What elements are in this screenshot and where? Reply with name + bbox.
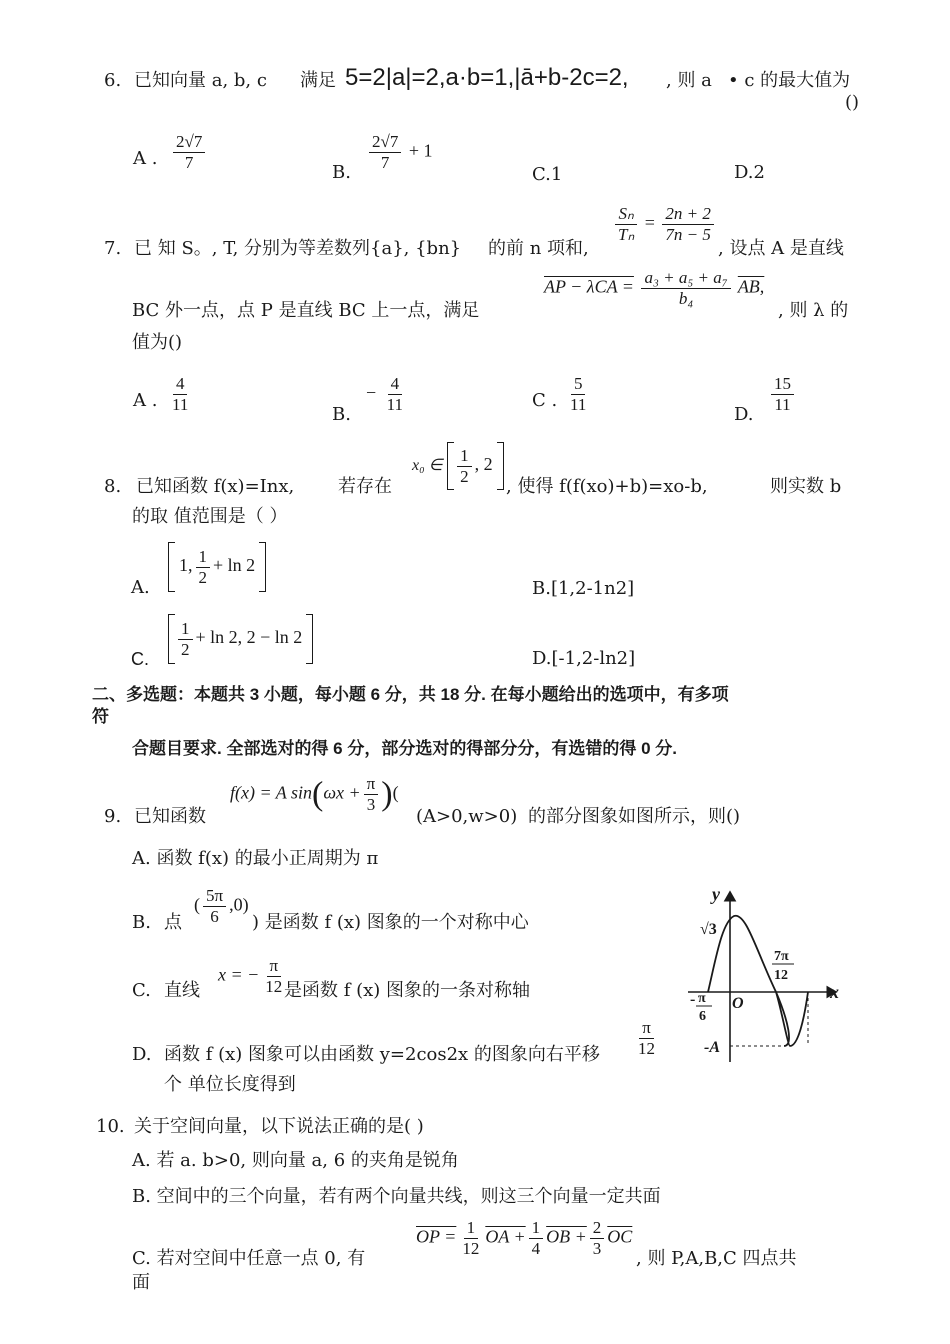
q6-text-3: , 则 a xyxy=(666,70,712,91)
q8-option-c-math xyxy=(168,614,313,664)
q9-option-d-text: 函数 f (x) 图象可以由函数 y=2cos2x 的图象向右平移 xyxy=(164,1044,600,1065)
q9-graph-origin: O xyxy=(732,995,744,1012)
q9-graph-x-label: x xyxy=(830,982,839,1002)
q6-paren: () xyxy=(845,92,860,113)
q6-option-b-math xyxy=(366,132,433,173)
q9-option-c-num: π xyxy=(267,956,282,977)
q10-option-c-f2d: 4 xyxy=(531,1239,541,1258)
q8-option-b: B.[1,2-1n2] xyxy=(532,578,635,599)
q9-paren-open: ( xyxy=(392,782,399,803)
q7-vector-lhs: AP − λCA = xyxy=(544,276,634,297)
q7-ratio2-num: 2n + 2 xyxy=(662,204,713,225)
q6-option-b-num: 2√7 xyxy=(369,132,401,153)
q7-option-a-math xyxy=(166,374,194,415)
q10-option-c-text: C. 若对空间中任意一点 0, 有 xyxy=(132,1248,366,1269)
q6-option-a-den: 7 xyxy=(184,153,194,172)
q6-option-c: C.1 xyxy=(532,164,563,185)
q7-text-3: , 设点 A 是直线 xyxy=(718,238,844,259)
q7-line-3: 值为() xyxy=(132,332,183,353)
q7-line-2-tail: , 则 λ 的 xyxy=(778,300,849,321)
q7-text: 已 知 S。, T, 分别为等差数列{a}, {bn} xyxy=(134,238,462,259)
q8-option-c-label: C. xyxy=(131,649,149,669)
q9-sine-graph xyxy=(678,880,848,1070)
q10-option-c-f2n: 1 xyxy=(529,1218,544,1239)
q9-option-d-math xyxy=(632,1018,661,1059)
q7-option-d-label: D. xyxy=(734,404,754,425)
q9-graph-curve xyxy=(708,916,808,1046)
q6-text-2: 满足 xyxy=(300,70,336,91)
q7-option-c-num: 5 xyxy=(571,374,586,395)
q6-option-a-math xyxy=(170,132,208,173)
q7-option-b-math xyxy=(366,374,409,415)
q9-text-3: 的部分图象如图所示，则() xyxy=(528,806,741,827)
q8-option-c-num: 1 xyxy=(178,619,193,640)
q9-pi-den: 3 xyxy=(366,795,376,814)
q7-ratio-eq: = xyxy=(644,212,655,233)
q10-option-c-f3n: 2 xyxy=(590,1218,605,1239)
section-2-line-1: 二、多选题：本题共 3 小题，每小题 6 分，共 18 分. 在每小题给出的选项中，有多项 xyxy=(92,685,729,704)
q7-option-d-num: 15 xyxy=(771,374,794,395)
q9-option-c-x: x = − xyxy=(218,964,260,985)
q10-option-c-oa: OA + xyxy=(485,1226,526,1247)
q8-number: 8. xyxy=(104,476,122,497)
q6-text-4: • c 的最大值为 xyxy=(728,70,851,91)
q7-option-d-den: 11 xyxy=(774,395,791,414)
q9-function-math: f(x) = A sin(ωx + $\frac{\pi}{3}$ )( xyxy=(230,774,399,814)
q8-text: 已知函数 f(x)=Inx, xyxy=(136,476,295,497)
q7-ratio-den: Tₙ xyxy=(618,225,635,244)
q9-text-2: (A>0,w>0) xyxy=(416,806,518,827)
q9-option-b-num: 5π xyxy=(203,886,226,907)
q10-option-c-op: OP = xyxy=(416,1226,457,1247)
q9-option-d-num: π xyxy=(639,1018,654,1039)
q8-option-a-den: 2 xyxy=(198,567,207,587)
q8-option-c-bracket-left xyxy=(168,614,175,664)
q9-graph-tick-left-den: 6 xyxy=(699,1009,706,1024)
q8-option-d: D.[-1,2-ln2] xyxy=(532,648,636,669)
section-2-line-2: 合题目要求. 全部选对的得 6 分，部分选对的得部分分，有选错的得 0 分. xyxy=(132,739,677,758)
q7-vector-num: a₃ + a₅ + a₇ xyxy=(641,268,730,289)
q8-line-2: 的取 值范围是（ ） xyxy=(132,506,288,527)
q9-number: 9. xyxy=(104,806,122,827)
q6-option-b-den: 7 xyxy=(380,153,390,172)
q10-option-a: A. 若 a. b>0, 则向量 a, 6 的夹角是锐角 xyxy=(132,1150,459,1171)
q8-option-a-math xyxy=(168,542,266,592)
q9-option-b-math: ( $\frac{5\pi}{6}$ ,0) xyxy=(194,886,249,926)
q7-option-c-label: C . xyxy=(532,390,558,411)
q10-option-c-f1d: 12 xyxy=(462,1239,480,1258)
q9-option-c-text: 直线 xyxy=(164,980,200,1001)
q9-option-c-math xyxy=(218,956,288,997)
q7-option-a-num: 4 xyxy=(173,374,188,395)
q10-option-c-f3d: 3 xyxy=(592,1239,602,1258)
q9-option-d-den: 12 xyxy=(638,1039,655,1058)
q8-x0: x₀ ∈ xyxy=(412,457,443,475)
q10-option-c-ob: OB + xyxy=(546,1226,587,1247)
q7-vector-math xyxy=(544,268,764,309)
q10-option-c-math xyxy=(416,1218,632,1259)
q9-graph-neg-a: -A xyxy=(704,1039,720,1056)
q6-option-b-tail: + 1 xyxy=(408,140,433,161)
q8-option-a-bracket-right xyxy=(259,542,266,592)
section-2-line-1b: 符 xyxy=(92,707,109,726)
q10-option-c-oc: $\overline{OC}$ xyxy=(607,1226,633,1247)
q9-graph-y-label: y xyxy=(712,884,720,904)
q7-option-a-label: A . xyxy=(133,390,158,411)
q8-text-3: , 使得 f(f(xo)+b)=xo-b, xyxy=(506,476,708,497)
q8-option-a-tail: + ln 2 xyxy=(213,555,256,576)
q8-bracket-left xyxy=(447,442,454,490)
q9-option-d-label: D. xyxy=(132,1044,152,1065)
q10-number: 10. xyxy=(96,1116,125,1137)
q8-bracket-right xyxy=(497,442,504,490)
q9-graph-tick-right-num: 7π xyxy=(774,949,789,964)
q7-number: 7. xyxy=(104,238,122,259)
q9-graph-tick-right-den: 12 xyxy=(774,968,788,983)
q7-option-b-sign: − xyxy=(366,382,377,403)
q7-option-b-label: B. xyxy=(332,404,351,425)
q9-option-a: A. 函数 f(x) 的最小正周期为 π xyxy=(132,848,379,869)
q8-text-2: 若存在 xyxy=(338,476,392,497)
q7-line-2: BC 外一点，点 P 是直线 BC 上一点，满足 xyxy=(132,300,480,321)
q7-option-b-num: 4 xyxy=(388,374,403,395)
q7-vector-rhs: AB, xyxy=(737,276,765,297)
q7-ratio2-den: 7n − 5 xyxy=(665,225,711,244)
q9-pi-num: π xyxy=(364,774,379,795)
q8-option-c-tail: + ln 2, 2 − ln 2 xyxy=(195,627,303,648)
q7-text-2: 的前 n 项和, xyxy=(488,238,589,259)
q10-option-c-f1n: 1 xyxy=(464,1218,479,1239)
q9-function: f(x) = A sin xyxy=(230,782,312,803)
q6-number: 6. xyxy=(104,70,122,91)
q7-ratio-num: Sₙ xyxy=(615,204,636,225)
q9-function-inner: ωx + xyxy=(323,782,361,803)
q9-option-c-text-2: 是函数 f (x) 图象的一条对称轴 xyxy=(284,980,531,1001)
q8-option-a-bracket-left xyxy=(168,542,175,592)
q9-graph-tick-left-sign: - xyxy=(690,991,696,1008)
q7-option-d-math xyxy=(768,374,797,415)
q7-option-c-math xyxy=(564,374,592,415)
q7-option-c-den: 11 xyxy=(570,395,587,414)
q9-option-b-point: 点 xyxy=(164,912,182,933)
q9-graph-tick-left-num: π xyxy=(698,991,706,1006)
q9-option-d-line-2: 个 单位长度得到 xyxy=(164,1074,296,1095)
q8-interval-den: 2 xyxy=(460,466,469,486)
q9-option-c-label: C. xyxy=(132,980,151,1001)
q7-option-b-den: 11 xyxy=(386,395,404,414)
q7-option-a-den: 11 xyxy=(172,395,189,414)
q7-ratio-math xyxy=(612,204,717,245)
q6-option-b-label: B. xyxy=(332,162,351,183)
q9-graph-sqrt3: √3 xyxy=(700,921,717,938)
q8-option-a-num: 1 xyxy=(196,547,211,568)
q8-interval-tail: , 2 xyxy=(474,454,493,475)
q9-option-b-den: 6 xyxy=(210,907,219,926)
q6-condition: 5=2|a|=2,a·b=1,|ā+b-2c=2, xyxy=(345,64,629,91)
q7-vector-den: b₄ xyxy=(678,289,694,308)
q10-text: 关于空间向量，以下说法正确的是( ) xyxy=(134,1116,424,1137)
q6-option-a-num: 2√7 xyxy=(173,132,205,153)
q10-option-c-text-2: , 则 P,A,B,C 四点共 xyxy=(636,1248,797,1269)
q8-option-a-label: A. xyxy=(131,577,150,598)
q8-option-c-bracket-right xyxy=(306,614,313,664)
q9-option-b-tail: ,0) xyxy=(229,894,249,915)
q8-option-c-den: 2 xyxy=(181,639,190,659)
q8-text-4: 则实数 b xyxy=(770,476,842,497)
q6-option-d: D.2 xyxy=(734,162,765,183)
q10-option-b: B. 空间中的三个向量，若有两个向量共线，则这三个向量一定共面 xyxy=(132,1186,661,1207)
q6-text: 已知向量 a, b, c xyxy=(134,70,267,91)
q8-interval-num: 1 xyxy=(457,446,472,467)
q6-option-a-label: A . xyxy=(133,148,158,169)
q8-option-a-1: 1, xyxy=(179,555,193,576)
q9-option-b-text: ) 是函数 f (x) 图象的一个对称中心 xyxy=(252,912,529,933)
q8-interval-math xyxy=(412,442,504,490)
q9-option-b-label: B. xyxy=(132,912,151,933)
q9-text: 已知函数 xyxy=(134,806,206,827)
q9-option-c-den: 12 xyxy=(265,977,283,996)
q10-option-c-line-2: 面 xyxy=(132,1272,150,1293)
